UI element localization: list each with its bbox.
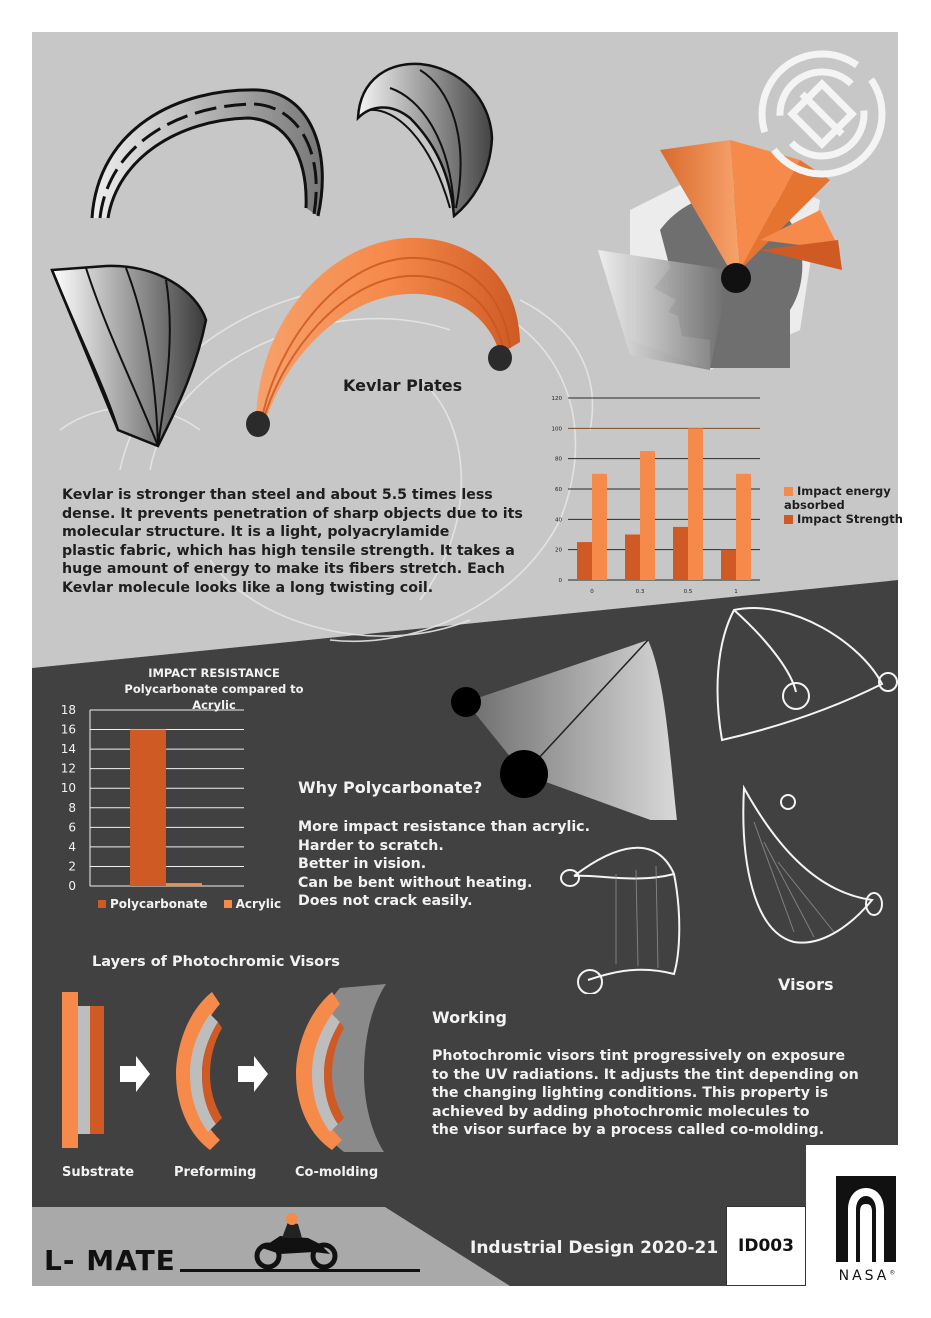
kevlar-paragraph (62, 486, 523, 598)
x-tick-label: 0 (590, 589, 594, 595)
impact-energy-chart (540, 390, 770, 600)
grey-kevlar-fan (46, 260, 216, 450)
polycarbonate-points (298, 818, 590, 911)
y-tick-label: 12 (60, 761, 76, 776)
grey-kevlar-petals (350, 58, 500, 218)
polycarbonate-point: More impact resistance than acrylic. (298, 819, 590, 835)
legend-item-polycarbonate (98, 897, 207, 911)
chart2-subtitle: Polycarbonate compared to Acrylic (124, 682, 304, 712)
y-tick-label: 120 (551, 396, 562, 402)
polycarbonate-point: Better in vision. (298, 856, 427, 873)
kevlar-line: plastic fabric, which has high tensile strength. It takes a (62, 542, 515, 559)
y-tick-label: 18 (60, 703, 76, 717)
polycarbonate-title: Why Polycarbonate? (298, 778, 483, 797)
impact-resistance-chart (48, 700, 268, 900)
legend-swatch (98, 900, 106, 908)
bar-impact-strength (721, 550, 736, 580)
kevlar-plates-title: Kevlar Plates (343, 376, 463, 395)
bar-impact-strength (625, 535, 640, 581)
y-tick-label: 80 (555, 456, 562, 463)
legend-item-energy (784, 484, 931, 512)
y-tick-label: 40 (555, 517, 562, 524)
layer-step-substrate: Substrate (62, 1165, 135, 1180)
kevlar-line: molecular structure. It is a light, polyacrylamide (62, 524, 450, 541)
layers-title: Layers of Photochromic Visors (92, 954, 340, 970)
course-label: Industrial Design 2020-21 (470, 1238, 719, 1258)
bar-acrylic (166, 883, 202, 886)
bar-impact-strength (673, 527, 688, 580)
bar-impact-energy-absorbed (592, 474, 607, 580)
legend-swatch (784, 515, 793, 524)
x-tick-label: 0.5 (683, 589, 693, 595)
y-tick-label: 10 (60, 781, 76, 796)
emblem-logo (752, 44, 892, 184)
working-line: Photochromic visors tint progressively on exposure (432, 1048, 846, 1064)
bar-impact-energy-absorbed (688, 428, 703, 580)
bar-impact-energy-absorbed (736, 474, 751, 580)
working-paragraph (432, 1047, 859, 1140)
motorcycle-rider-icon (180, 1212, 420, 1272)
y-tick-label: 20 (555, 547, 562, 554)
y-tick-label: 60 (555, 487, 562, 493)
y-tick-label: 16 (60, 722, 76, 737)
y-tick-label: 6 (68, 820, 76, 835)
bar-impact-strength (577, 542, 592, 580)
cone-visor-illustration (448, 640, 678, 820)
chart2-title: IMPACT RESISTANCE (148, 666, 280, 680)
legend-swatch (224, 900, 232, 908)
legend-item-acrylic (224, 897, 281, 911)
y-tick-label: 2 (68, 859, 76, 874)
kevlar-line: dense. It prevents penetration of sharp objects due to its (62, 505, 523, 522)
layer-step-preforming: Preforming (174, 1165, 257, 1180)
layer-step-comolding: Co-molding (295, 1165, 379, 1180)
x-tick-label: 1 (734, 589, 738, 595)
registered-mark: ® (889, 1269, 896, 1277)
legend-label: Acrylic (235, 897, 282, 911)
layers-diagram (50, 984, 390, 1154)
legend-swatch (784, 487, 793, 496)
x-tick-label: 0.3 (635, 589, 645, 595)
polycarbonate-point: Can be bent without heating. (298, 874, 533, 891)
y-tick-label: 0 (68, 879, 76, 893)
nasa-logo-text (836, 1268, 898, 1284)
orange-kevlar-arch (238, 232, 528, 442)
working-line: achieved by adding photochromic molecules to (432, 1103, 810, 1120)
nasa-logo-icon (836, 1176, 896, 1266)
arch-wireframe-sketch (78, 68, 348, 228)
brand-logo: L- MATE (44, 1244, 176, 1277)
y-tick-label: 8 (68, 800, 76, 815)
legend-label: Impact energy absorbed (784, 484, 891, 512)
chart2-legend (98, 897, 281, 911)
visor-sketch-2 (734, 782, 884, 957)
chart1-legend (784, 484, 931, 526)
legend-label: Polycarbonate (110, 897, 208, 911)
id-label: ID003 (738, 1236, 794, 1256)
polycarbonate-point: Does not crack easily. (298, 893, 473, 910)
y-tick-label: 4 (68, 839, 76, 854)
y-tick-label: 100 (551, 426, 562, 433)
working-title: Working (432, 1008, 507, 1027)
visor-sketch-1 (712, 604, 912, 764)
legend-label: Impact Strength (797, 512, 903, 526)
visors-label: Visors (778, 975, 834, 994)
nasa-text: NASA (838, 1268, 890, 1284)
id-box (726, 1206, 806, 1286)
working-line: the changing lighting conditions. This property is (432, 1085, 829, 1102)
y-tick-label: 14 (60, 742, 76, 757)
bar-polycarbonate (130, 730, 166, 886)
bar-impact-energy-absorbed (640, 451, 655, 580)
working-line: the visor surface by a process called co-molding. (432, 1122, 825, 1139)
kevlar-line: huge amount of energy to make its fibers stretch. Each (62, 561, 505, 578)
kevlar-line: Kevlar molecule looks like a long twisting coil. (62, 579, 434, 596)
working-line: to the UV radiations. It adjusts the tint depending on (432, 1066, 859, 1083)
polycarbonate-point: Harder to scratch. (298, 837, 444, 854)
y-tick-label: 0 (558, 578, 562, 584)
legend-item-strength (784, 512, 931, 526)
kevlar-line: Kevlar is stronger than steel and about 5.5 times less (62, 487, 493, 503)
